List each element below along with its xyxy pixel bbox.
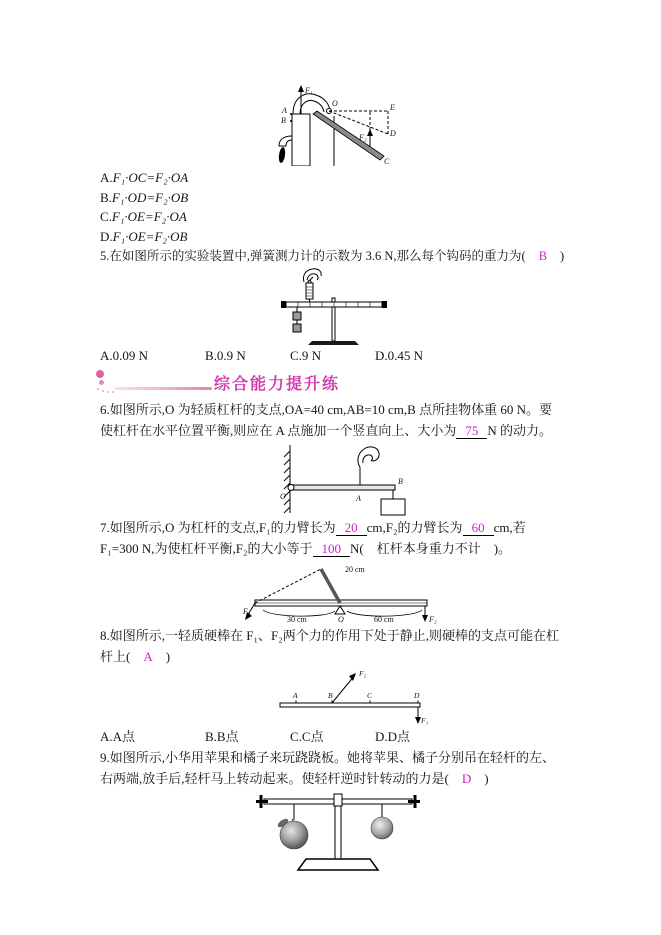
section-header [96,370,566,398]
lever-ruler [281,301,387,308]
question-7-text: 7.如图所示,O 为杠杆的支点,F₁的力臂长为 20 cm,F₂的力臂长为 60 cm,若 F₁=300 N,为使杠杆平衡,F₂的大小等于 100 N( 杠杆本身重力不计 )。 [100,520,526,556]
q7-blank-2: 60 [463,520,494,536]
decor-dot-icon [102,390,104,392]
label-f2: F₂ [429,615,437,624]
label-b: B [398,477,403,486]
question-5-text: 5.在如图所示的实验装置中,弹簧测力计的示数为 3.6 N,那么每个钩码的重力为( B ) [100,249,565,263]
q4-option-a: A.F₁·OC=F₂·OA [100,170,189,185]
q7-blank-3: 100 [313,541,351,557]
pump-body [279,94,334,166]
label-f2: F₂ [359,669,367,678]
label-right: 60 cm [374,615,394,624]
q8-option-b: B.B点 [205,729,239,744]
force-f1-arrow [298,85,304,102]
figure-q6-lever [262,441,661,517]
force-f2-arrow [332,673,356,703]
wall [284,445,290,513]
decor-dot-icon [96,370,104,378]
q5-option-a: A.0.09 N [100,348,149,363]
question-6-text: 6.如图所示,O 为轻质杠杆的支点,OA=40 cm,AB=10 cm,B 点所挂物体重 60 N。要使杠杆在水平位置平衡,则应在 A 点施加一个竖直向上、大小为 75 N 的动力。 [100,402,553,438]
decor-line [114,387,212,390]
end-cap-icon [256,795,268,808]
figure-q7-lever [243,562,661,624]
force-f2-arrow [422,606,428,622]
fulcrum [335,606,345,614]
label-f1: F₁ [243,607,251,616]
q7-blank-1: 20 [336,520,367,536]
q9-answer: D [461,771,472,786]
label-o: O [338,615,344,624]
hanging-weight [381,499,405,515]
q5-answer: B [538,249,548,263]
end-cap-icon [408,795,420,808]
q8-options-row [100,727,661,747]
decor-dot-icon [99,380,104,385]
label-f2: F₂ [359,133,367,142]
q8-option-a: A.A点 [100,729,136,744]
lever-bar [290,485,395,490]
figure-q5-experiment [278,268,661,346]
decor-dot-icon [97,388,99,390]
label-a: A [293,691,298,700]
question-9-text: 9.如图所示,小华用苹果和橘子来玩跷跷板。她将苹果、橘子分别吊在轻杆的左、右两端,放手后,轻杆马上转动起来。使轻杆逆时针转动的力是( D ) [100,750,556,786]
label-c: C [367,691,373,700]
q4-option-c: C.F₁·OE=F₂·OA [100,209,187,224]
label-o: O [332,99,338,108]
label-o: O [280,492,286,501]
hand-icon [358,447,379,467]
stand-pole [335,806,341,859]
q5-option-b: B.0.9 N [205,348,246,363]
force-f2-arrow [367,129,373,147]
lever-arm-band [321,569,340,603]
label-f1: F₁ [421,716,429,725]
q8-answer: A [143,649,153,664]
question-8-text: 8.如图所示,一轻质硬棒在 F₁、F₂两个力的作用下处于静止,则硬棒的支点可能在杠杆上( A ) [100,628,560,664]
label-f1: F₁ [305,86,313,95]
pivot [288,485,294,491]
water-stream [278,147,286,164]
figure-q4-pump [266,84,661,166]
q5-option-d: D.0.45 N [375,348,424,363]
label-d: D [390,129,396,138]
figure-q9-seesaw [248,789,661,875]
q4-options-list [100,168,661,246]
label-a: A [282,106,287,115]
hand-icon [303,269,321,282]
stand-base [308,341,359,345]
center-clamp [334,794,342,806]
q8-option-d: D.D点 [375,729,411,744]
label-left: 30 cm [287,615,307,624]
hanging-weights [293,307,301,332]
spring-scale [306,281,313,303]
label-arm: 20 cm [345,565,365,574]
q4-option-d: D.F₁·OE=F₂·OB [100,228,188,244]
label-c: C [384,157,390,166]
figure-q8-rod [272,667,661,725]
label-a: A [356,494,361,503]
rod [280,703,420,707]
decor-dot-icon [107,391,109,393]
q5-options-row [100,346,661,366]
apple [276,817,308,849]
decor-dot-icon [112,391,114,393]
section-title: 综合能力提升练 [214,376,341,393]
q6-blank: 75 [456,423,487,439]
label-d: D [414,691,420,700]
q5-option-c: C.9 N [290,348,322,363]
q4-option-b: B.F₁·OD=F₂·OB [100,189,189,205]
label-b: B [328,691,333,700]
stand-base [298,859,378,870]
label-b: B [281,116,286,125]
label-e: E [390,103,395,112]
orange [371,817,393,839]
q8-option-c: C.C点 [290,729,324,744]
